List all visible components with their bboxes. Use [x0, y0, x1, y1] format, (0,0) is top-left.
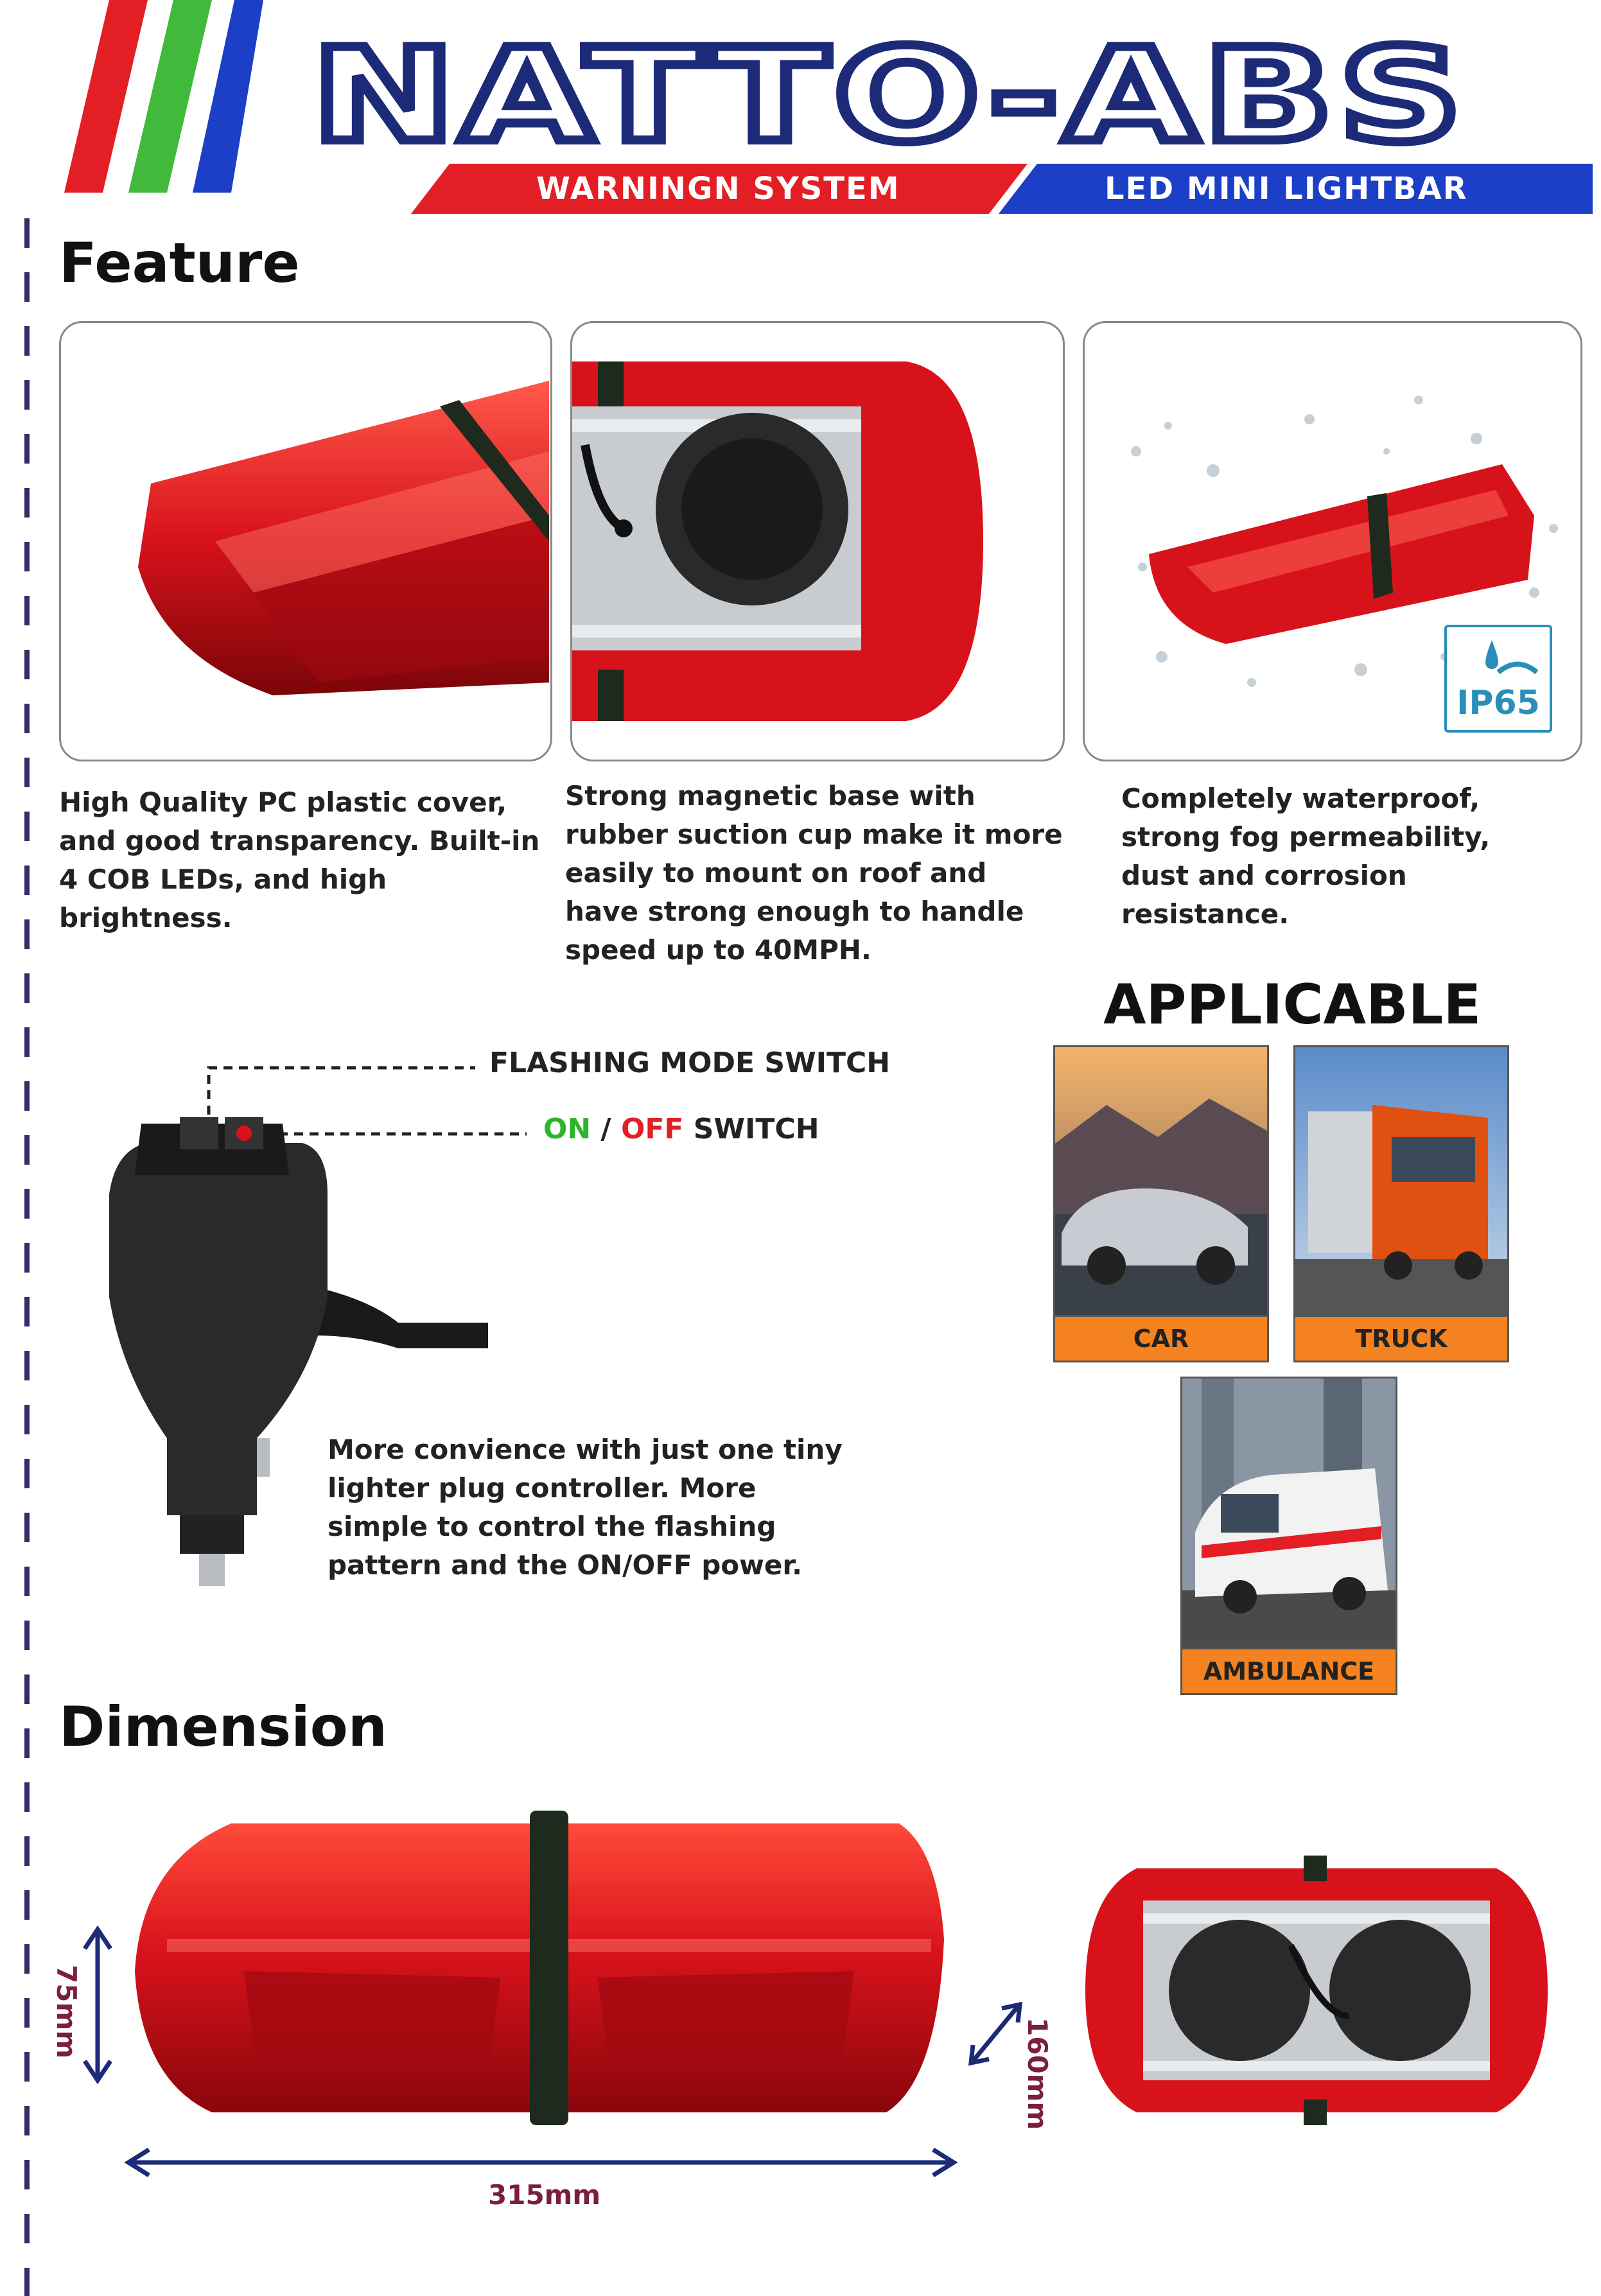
car-label: CAR — [1055, 1315, 1267, 1361]
depth-label: 160mm — [1022, 2017, 1053, 2130]
width-label: 315mm — [488, 2179, 601, 2211]
applicable-section-title: APPLICABLE — [1103, 973, 1482, 1037]
controller-description: More convience with just one tiny lighter plug controller. More simple to control the flashing pattern and the ON/OFF power. — [328, 1434, 843, 1581]
feature-desc-waterproof: Completely waterproof, strong fog permeability, dust and corrosion resistance. — [1121, 783, 1491, 930]
on-label: ON — [543, 1113, 591, 1145]
ribbon-right-text: LED MINI LIGHTBAR — [1105, 171, 1468, 207]
off-label: OFF — [620, 1113, 684, 1145]
dimension-section-title: Dimension — [59, 1695, 388, 1759]
ambulance-label: AMBULANCE — [1182, 1648, 1395, 1693]
slash-label: / — [591, 1113, 621, 1145]
feature-desc-cover: High Quality PC plastic cover, and good transparency. Built-in 4 COB LEDs, and high brightness. — [59, 787, 540, 934]
feature-desc-base: Strong magnetic base with rubber suction cup make it more easily to mount on roof and have strong enough to handle speed up to 40MPH. — [565, 780, 1063, 966]
truck-label: TRUCK — [1295, 1315, 1507, 1361]
flashing-mode-label: FLASHING MODE SWITCH — [489, 1047, 891, 1079]
ip65-label: IP65 — [1457, 684, 1540, 722]
ribbon-left-text: WARNINGN SYSTEM — [536, 171, 900, 207]
height-label: 75mm — [51, 1965, 82, 2058]
switch-label: SWITCH — [683, 1113, 819, 1145]
svg-text:NATTO-ABS: NATTO-ABS — [311, 32, 1467, 161]
feature-section-title: Feature — [59, 231, 300, 295]
